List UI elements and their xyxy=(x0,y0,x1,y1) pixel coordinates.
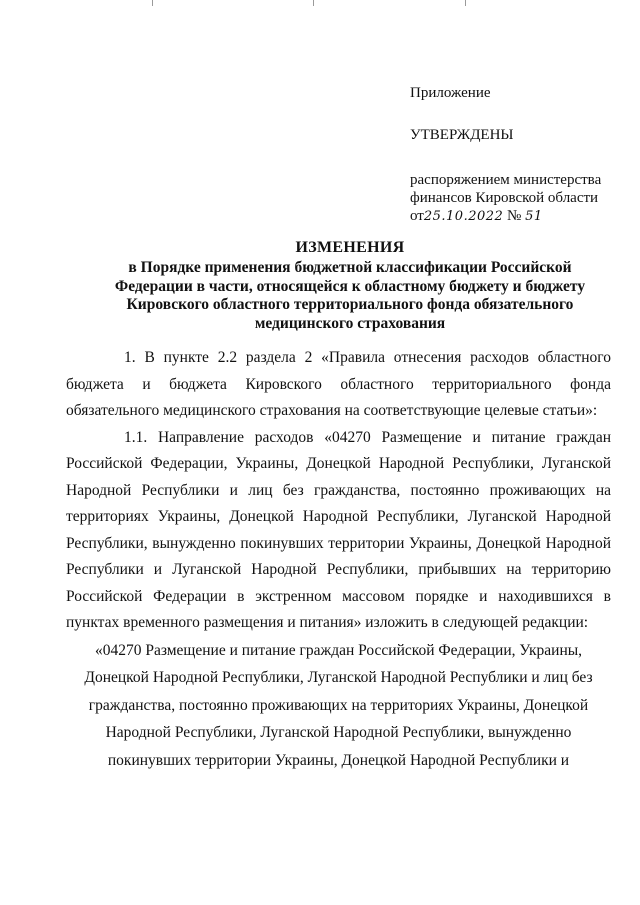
title-line-2: Федерации в части, относящейся к областному бюджету и бюджету xyxy=(114,277,586,295)
appendix-label: Приложение xyxy=(410,85,491,101)
quote-line-3: гражданства, постоянно проживающих на территориях Украины, Донецкой xyxy=(88,696,589,714)
number-prefix: № xyxy=(507,208,522,224)
approved-label: УТВЕРЖДЕНЫ xyxy=(410,127,514,143)
approved-by-line-2: финансов Кировской области xyxy=(410,190,599,206)
quoted-text xyxy=(66,637,611,775)
handwritten-date: 25.10.2022 xyxy=(423,209,504,224)
title-line-1: в Порядке применения бюджетной классификации Российской xyxy=(128,259,572,276)
scan-edge-marks xyxy=(0,0,640,8)
approval-date-number xyxy=(410,207,625,226)
title-heading: ИЗМЕНЕНИЯ xyxy=(295,239,405,256)
quote-line-1: «04270 Размещение и питание граждан Российской Федерации, Украины, xyxy=(94,641,583,659)
quote-line-4: Народной Республики, Луганской Народной Республики, вынужденно xyxy=(105,724,572,741)
title-line-3: Кировского областного территориального фонда обязательного xyxy=(126,296,574,313)
paragraph-1: 1. В пункте 2.2 раздела 2 «Правила отнесения расходов областного бюджета и бюджета Кировского областного территориального фонда обязательного медицинского страхования на соответствующие целевые статьи»: xyxy=(66,349,611,419)
quote-line-5: покинувших территории Украины, Донецкой Народной Республики и xyxy=(107,751,570,769)
approval-block xyxy=(410,84,625,226)
date-prefix: от xyxy=(410,208,424,224)
paragraph-1-1: 1.1. Направление расходов «04270 Размещение и питание граждан Российской Федерации, Украины, Донецкой Народной Республики, Луганской Народной Республики и лиц без гражданства, постоянно проживающих на территориях Украины, Донецкой Народной Республики, Луганской Народной Республики, вынужденно покинувших территории Украины, Донецкой Народной Республики и Луганской Народной Республики, прибывших на территорию Российской Федерации в экстренном массовом порядке и находившихся в пунктах временного размещения и питания» изложить в следующей редакции: xyxy=(66,428,611,631)
document-title xyxy=(60,237,640,333)
approved-by-line-1: распоряжением министерства xyxy=(410,172,602,188)
title-line-4: медицинского страхования xyxy=(254,314,446,332)
quote-line-2: Донецкой Народной Республики, Луганской Народной Республики и лиц без xyxy=(84,669,593,686)
handwritten-number: 51 xyxy=(525,209,543,224)
document-body xyxy=(66,345,611,774)
